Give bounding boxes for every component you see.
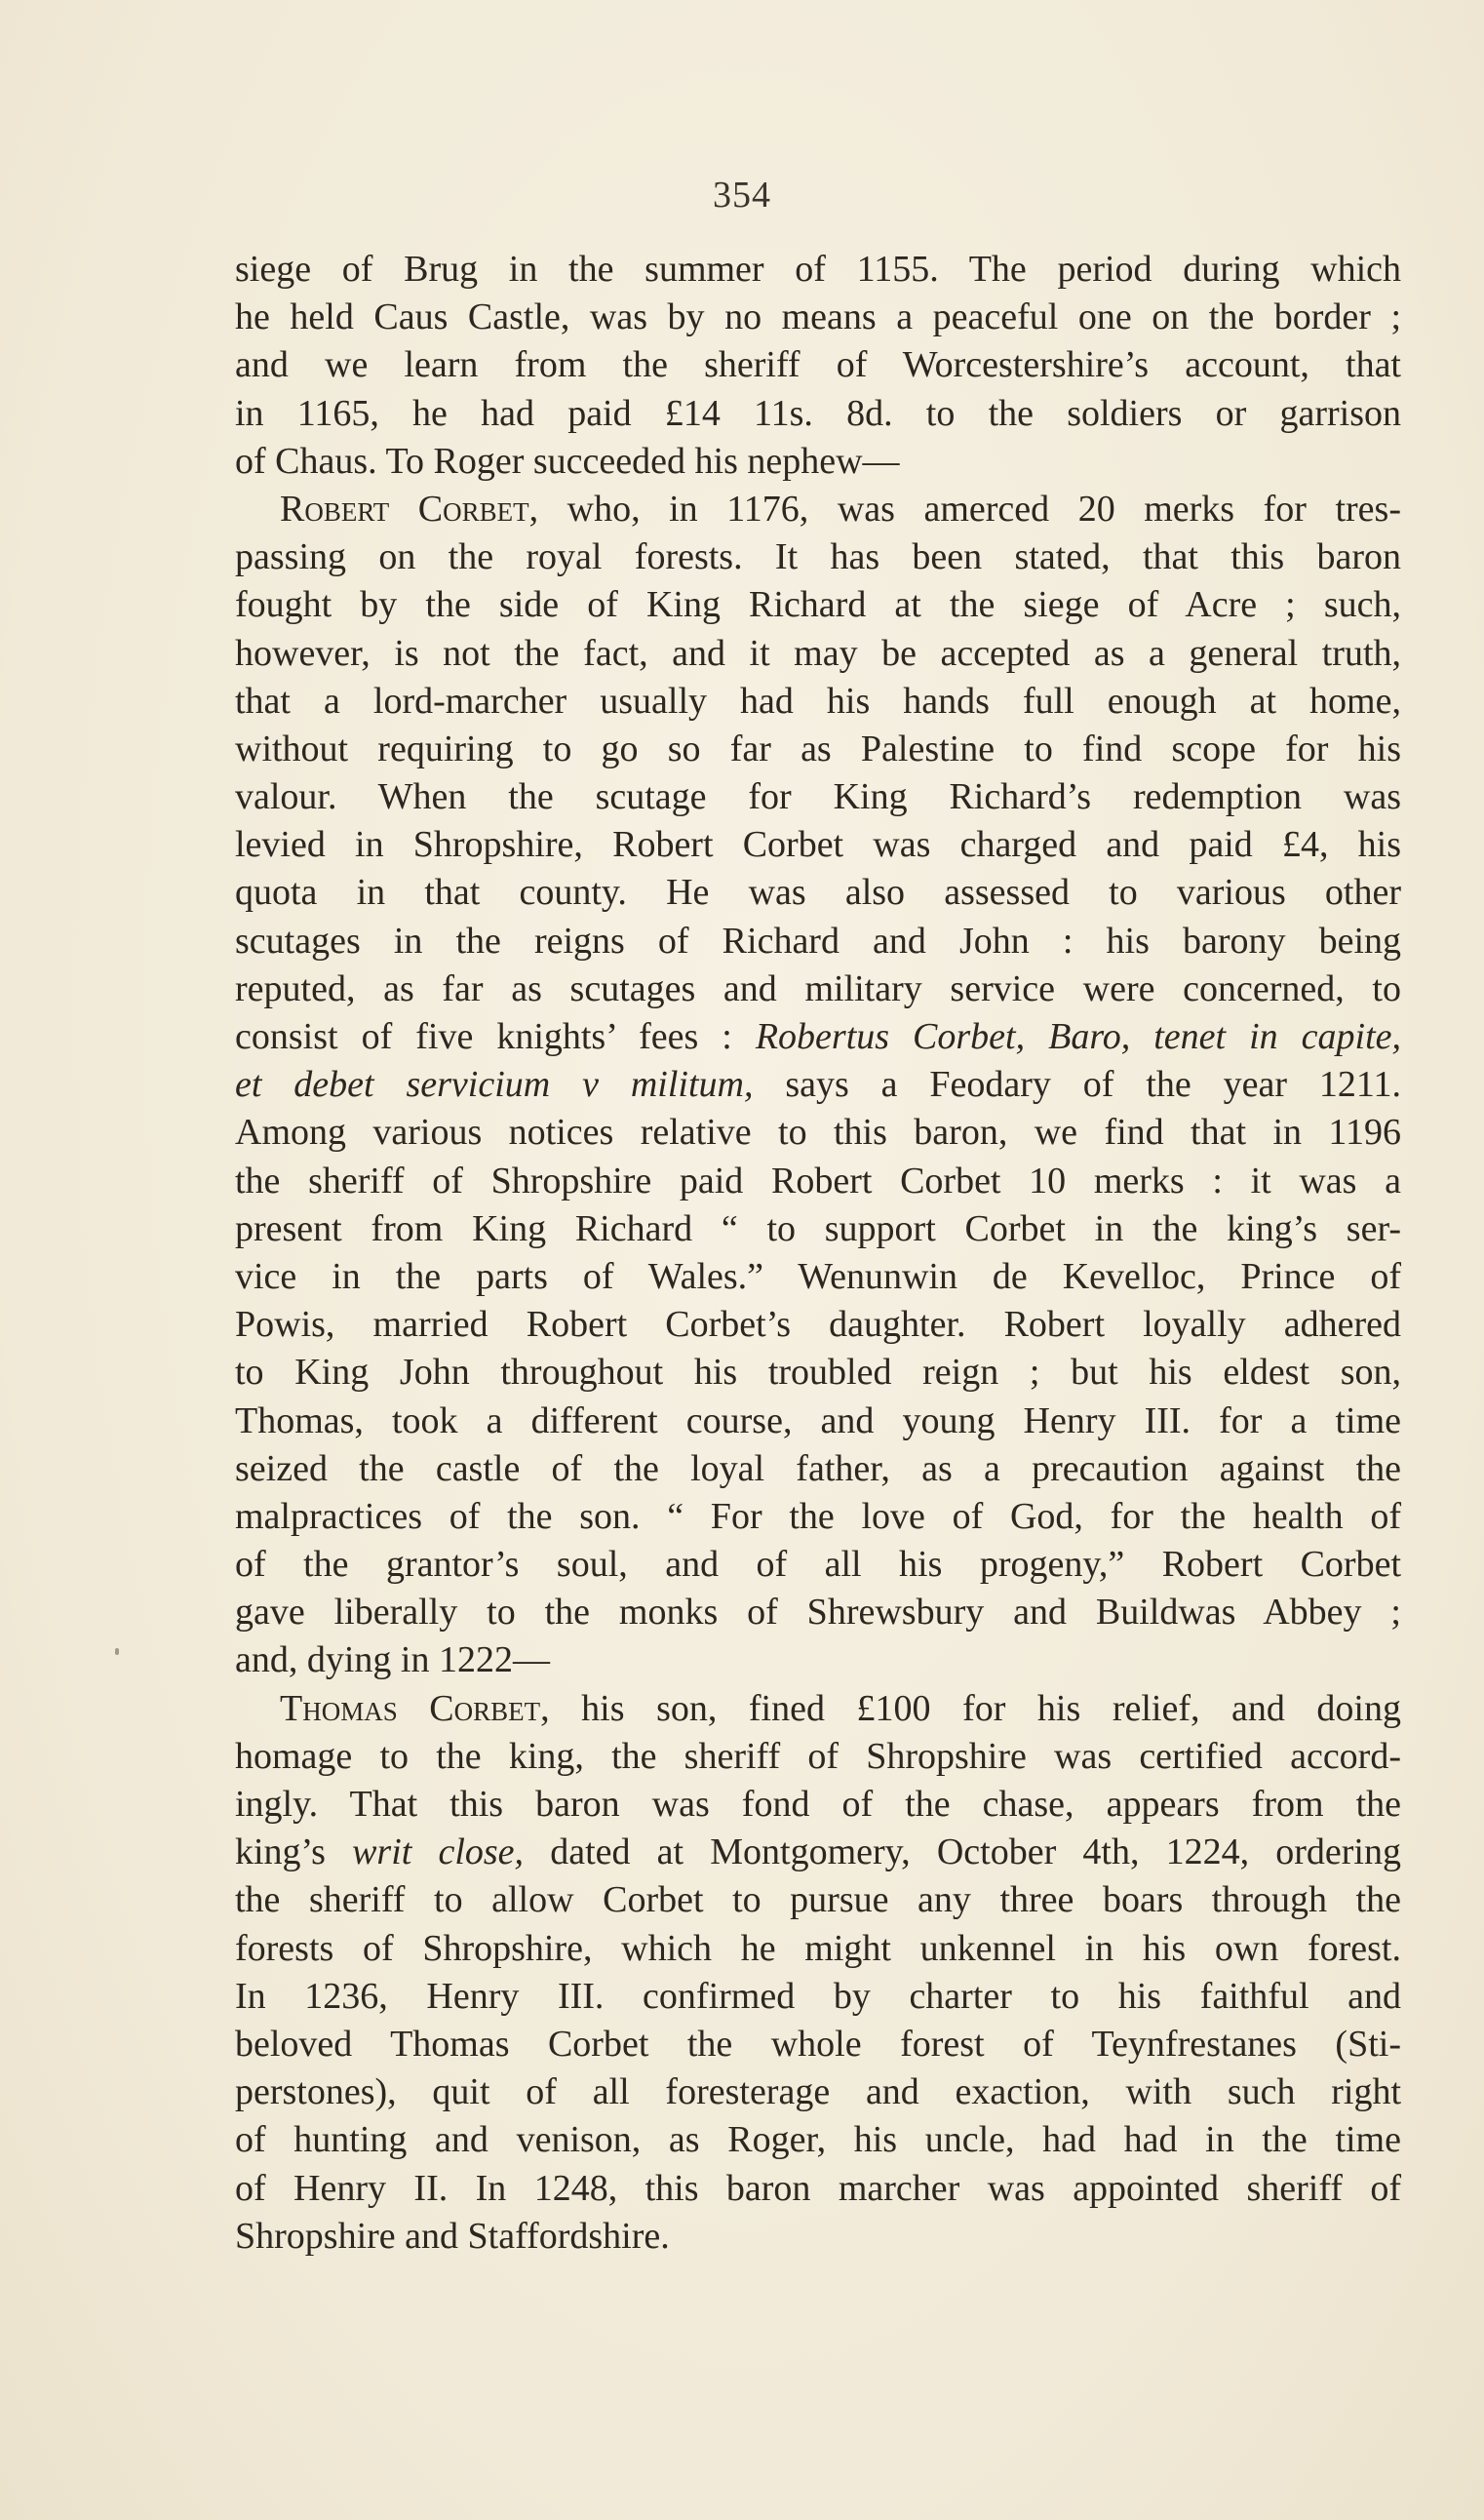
text-line: quota in that county. He was also assessed to various other (235, 872, 1401, 914)
text-line: without requiring to go so far as Palestine to find scope for his (235, 728, 1401, 769)
text-line: of the grantor’s soul, and of all his progeny,” Robert Corbet (235, 1544, 1401, 1586)
paragraph-2 (235, 486, 1401, 1685)
text-line: of hunting and venison, as Roger, his uncle, had had in the time (235, 2119, 1401, 2161)
text-run: says a Feodary of the year 1211. (753, 1064, 1401, 1106)
text-line: that a lord-marcher usually had his hands full enough at home, (235, 680, 1401, 722)
text-line: beloved Thomas Corbet the whole forest of Teynfrestanes (Sti- (235, 2023, 1401, 2065)
text-line: he held Caus Castle, was by no means a peaceful one on the border ; (235, 296, 1401, 338)
text-line: however, is not the fact, and it may be accepted as a general truth, (235, 632, 1401, 674)
text-line: the sheriff of Shropshire paid Robert Corbet 10 merks : it was a (235, 1160, 1401, 1201)
text-line: to King John throughout his troubled reign ; but his eldest son, (235, 1352, 1401, 1394)
text-line: Shropshire and Staffordshire. (235, 2215, 670, 2257)
text-run: king’s (235, 1831, 353, 1873)
text-line: reputed, as far as scutages and military service were concerned, to (235, 967, 1401, 1009)
latin-quote: Robertus Corbet, Baro, tenet in capite, (755, 1016, 1401, 1057)
text-line: levied in Shropshire, Robert Corbet was charged and paid £4, his (235, 824, 1401, 866)
text-run: dated at Montgomery, October 4th, 1224, ordering (524, 1831, 1401, 1873)
text-line (235, 486, 1401, 533)
text-line (235, 1013, 1401, 1061)
text-line (235, 1829, 1401, 1876)
text-line: vice in the parts of Wales.” Wenunwin de Kevelloc, Prince of (235, 1255, 1401, 1297)
latin-quote: et debet servicium v militum, (235, 1064, 754, 1106)
text-line: Among various notices relative to this baron, we find that in 1196 (235, 1112, 1401, 1154)
text-line: malpractices of the son. “ For the love of God, for the health of (235, 1495, 1401, 1537)
text-run: , his son, fined £100 for his relief, and doing (540, 1687, 1401, 1729)
text-line: Thomas, took a different course, and young Henry III. for a time (235, 1399, 1401, 1441)
text-line: of Chaus. To Roger succeeded his nephew— (235, 440, 900, 482)
text-line: forests of Shropshire, which he might unkennel in his own forest. (235, 1927, 1401, 1969)
paragraph-3 (235, 1685, 1401, 2261)
text-line (235, 1061, 1401, 1109)
text-line: present from King Richard “ to support Corbet in the king’s ser- (235, 1207, 1401, 1249)
text-line: fought by the side of King Richard at the siege of Acre ; such, (235, 584, 1401, 626)
text-line: in 1165, he had paid £14 11s. 8d. to the soldiers or garrison (235, 392, 1401, 434)
paper-speck (115, 1648, 119, 1655)
text-line: Powis, married Robert Corbet’s daughter. Robert loyally adhered (235, 1304, 1401, 1346)
paragraph-1 (235, 246, 1401, 486)
text-line (235, 1685, 1401, 1733)
text-line: gave liberally to the monks of Shrewsbury and Buildwas Abbey ; (235, 1592, 1401, 1634)
text-run: , who, in 1176, was amerced 20 merks for tres- (528, 488, 1401, 530)
text-line: In 1236, Henry III. confirmed by charter to his faithful and (235, 1975, 1401, 2017)
text-line: passing on the royal forests. It has been stated, that this baron (235, 536, 1401, 578)
person-name-robert-corbet: Robert Corbet (280, 488, 529, 530)
text-line: homage to the king, the sheriff of Shropshire was certified accord- (235, 1735, 1401, 1777)
page-number: 354 (713, 175, 771, 216)
text-run: consist of five knights’ fees : (235, 1016, 756, 1057)
text-line: scutages in the reigns of Richard and John : his barony being (235, 920, 1401, 962)
body-text (235, 246, 1401, 2261)
text-line: and, dying in 1222— (235, 1639, 550, 1681)
text-line: siege of Brug in the summer of 1155. The period during which (235, 249, 1401, 290)
text-line: perstones), quit of all foresterage and exaction, with such right (235, 2071, 1401, 2113)
text-line: seized the castle of the loyal father, as a precaution against the (235, 1447, 1401, 1489)
text-line: valour. When the scutage for King Richard’s redemption was (235, 776, 1401, 818)
text-line: of Henry II. In 1248, this baron marcher was appointed sheriff of (235, 2167, 1401, 2209)
italic-term: writ close, (352, 1831, 525, 1873)
text-line: the sheriff to allow Corbet to pursue any three boars through the (235, 1879, 1401, 1921)
person-name-thomas-corbet: Thomas Corbet (280, 1687, 541, 1729)
text-line: and we learn from the sheriff of Worcestershire’s account, that (235, 344, 1401, 386)
text-line: ingly. That this baron was fond of the chase, appears from the (235, 1784, 1401, 1825)
